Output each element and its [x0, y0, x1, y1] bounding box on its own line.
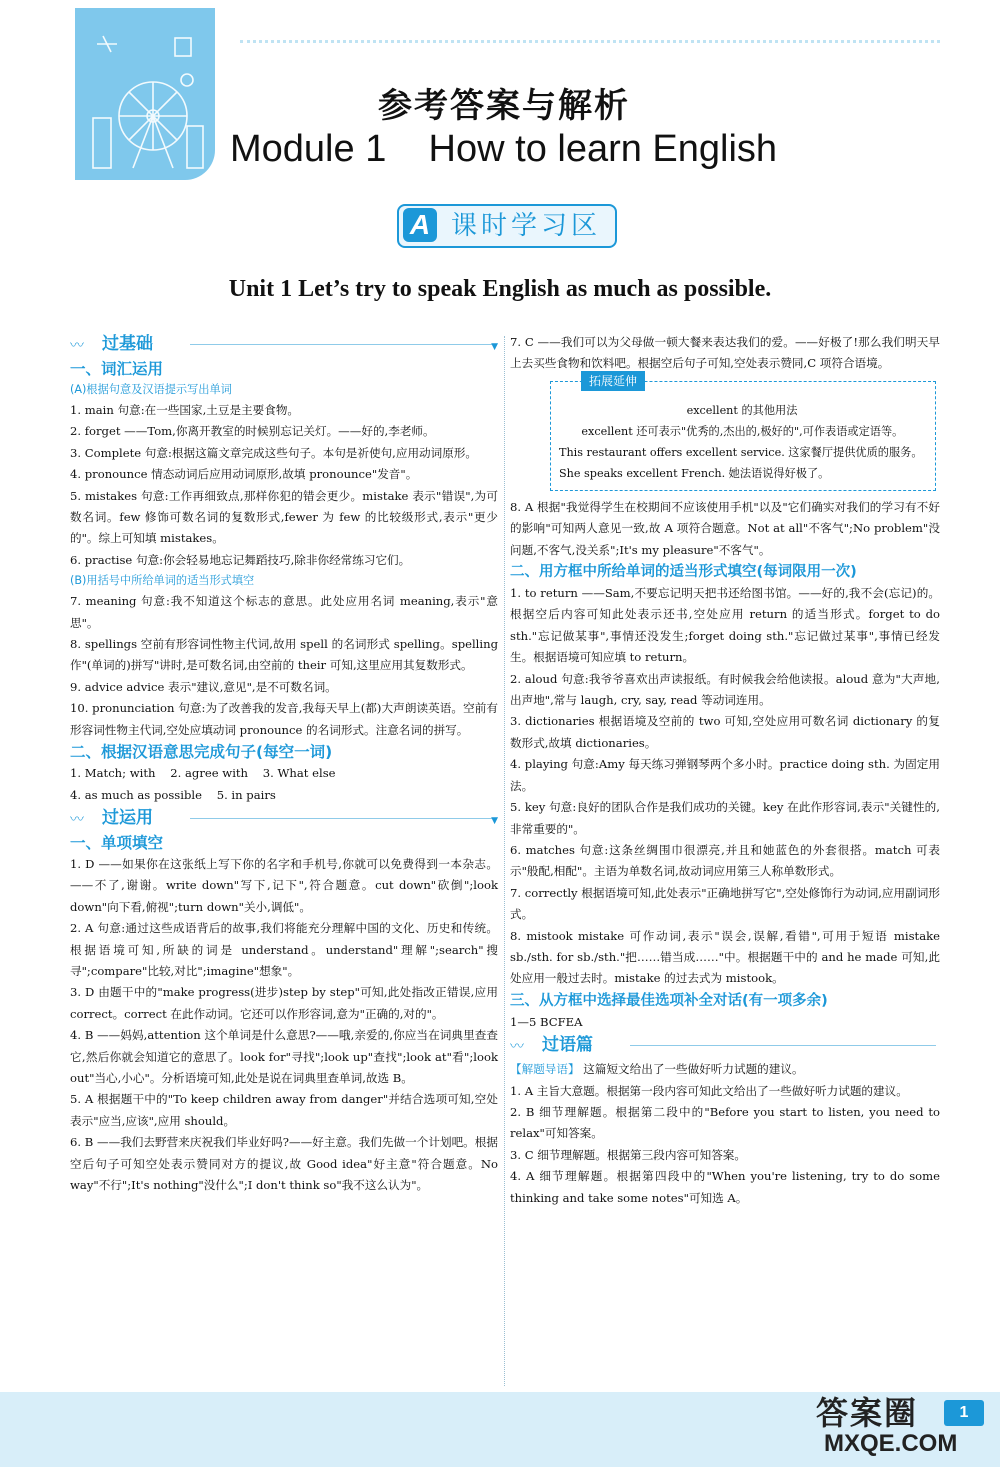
answer-item: 2. aloud 句意:我爷爷喜欢出声读报纸。有时候我会给他读报。aloud 意为"大声地,出声地",常与 laugh, cry, say, read 等动词连用。: [510, 671, 940, 708]
subheading: 二、用方框中所给单词的适当形式填空(每词限用一次): [510, 564, 857, 581]
answer-item: 8. spellings 空前有形容词性物主代词,故用 spell 的名词形式 spelling。spelling 作"(单词的)拼写"讲时,是可数名词,由空前的 their 可知,这里应用其复数形式。: [70, 637, 498, 673]
answer-item: 10. pronunciation 句意:为了改善我的发音,我每天早上(都)大声朗读英语。空前有形容词性物主代词,空处应填动词 pronounce 的名词形式。注意名词的拼写。: [70, 701, 498, 737]
extension-line: This restaurant offers excellent service. 这家餐厅提供优质的服务。: [559, 445, 923, 459]
section-label: 课时学习区: [451, 211, 602, 241]
extension-title: 拓展延伸: [581, 371, 645, 391]
left-column: [70, 332, 498, 1196]
answer-item: 8. A 根据"我觉得学生在校期间不应该使用手机"以及"它们确实对我们的学习有不好的影响"可知两人意见一致,故 A 项符合题意。Not at all"不客气";No problem"没问题,不客气,没关系";It's my pleasure"不客气"。: [510, 499, 940, 557]
wave-icon: 〰: [70, 811, 81, 828]
answer-item: 2. forget ——Tom,你离开教室的时候别忘记关灯。——好的,李老师。: [70, 424, 435, 439]
answer-item: 4. as much as possible 5. in pairs: [70, 787, 276, 802]
answer-item: 2. A 句意:通过这些成语背后的故事,我们将能充分理解中国的文化、历史和传统。根据语境可知,所缺的词是 understand。understand"理解";search"搜寻";compare"比较,对比";imagine"想象"。: [70, 921, 498, 978]
tip-text: 这篇短文给出了一些做好听力试题的建议。: [583, 1062, 804, 1077]
answer-item: 1. Match; with 2. agree with 3. What else: [70, 766, 336, 781]
section-heading-usage: 〰 过运用 ▼: [70, 806, 498, 830]
extension-line: excellent 的其他用法: [686, 403, 798, 417]
answer-item: 6. B ——我们去野营来庆祝我们毕业好吗?——好主意。我们先做一个计划吧。根据空后句子可知空处表示赞同对方的提议,故 Good idea"好主意"符合题意。No way"不行";It's nothing"没什么";I don't think so"我不这么认为"。: [70, 1135, 498, 1192]
section-heading-reading: 〰 过语篇: [510, 1033, 940, 1057]
watermark-site: MXQE.COM: [824, 1430, 958, 1457]
answer-item: 5. A 根据题干中的"To keep children away from danger"并结合选项可知,空处表示"应当,应该",应用 should。: [70, 1092, 498, 1128]
answer-item: 7. C ——我们可以为父母做一顿大餐来表达我们的爱。——好极了!那么我们明天早上去买些食物和饮料吧。根据空后句子可知,空处表示赞同,C 项符合语境。: [510, 335, 940, 371]
answer-item: 4. A 细节理解题。根据第四段中的"When you're listening, try to do some thinking and take some notes"可知选 A。: [510, 1169, 940, 1205]
answer-list-b: [70, 591, 498, 741]
section-badge: [397, 204, 617, 248]
chevron-down-icon: ▼: [491, 815, 498, 826]
answer-item: 1. to return ——Sam,不要忘记明天把书还给图书馆。——好的,我不会(忘记)的。根据空后内容可知此处表示还书,空处应用 return 的适当形式。forget to do sth."忘记做某事",事情还没发生;forget doing sth."忘记做过某事",事情已经发生。根据语境可知应填 to return。: [510, 586, 940, 665]
tip-line: [510, 1059, 940, 1080]
answer-item: 9. advice advice 表示"建议,意见",是不可数名词。: [70, 679, 337, 694]
unit-title: Unit 1 Let’s try to speak English as much as possible.: [228, 276, 772, 302]
right-column: [510, 332, 940, 1209]
answer-list-f: [510, 1081, 940, 1209]
answer-item: 5. mistakes 句意:工作再细致点,那样你犯的错会更少。mistake 表示"错误",为可数名词。few 修饰可数名词的复数形式,fewer 为 few 的比较级形式,表示"更少的"。综上可知填 mistakes。: [70, 488, 498, 546]
subheading: 一、单项填空: [70, 833, 164, 852]
subheading: 三、从方框中选择最佳选项补全对话(有一项多余): [510, 992, 828, 1009]
answer-item: 4. playing 句意:Amy 每天练习弹钢琴两个多小时。practice doing sth. 为固定用法。: [510, 757, 940, 793]
answer-item: 3. C 细节理解题。根据第三段内容可知答案。: [510, 1147, 746, 1162]
wave-icon: 〰: [510, 1039, 521, 1056]
subheading-small: (B)用括号中所给单词的适当形式填空: [70, 574, 255, 588]
answer-item: 2. B 细节理解题。根据第二段中的"Before you start to listen, you need to relax"可知答案。: [510, 1104, 940, 1141]
answer-item: 1—5 BCFEA: [510, 1014, 583, 1029]
answer-item: 4. B ——妈妈,attention 这个单词是什么意思?——哦,亲爱的,你应当在词典里查查它,然后你就会知道它的意思了。look for"寻找";look up"查找";look at"看";look out"当心,小心"。分析语境可知,此处是说在词典里查单词,故选 B。: [70, 1028, 498, 1085]
chevron-down-icon: ▼: [491, 342, 498, 352]
answer-item: 7. meaning 句意:我不知道这个标志的意思。此处应用名词 meaning,表示"意思"。: [70, 594, 498, 630]
answer-item: 1. D ——如果你在这张纸上写下你的名字和手机号,你就可以免费得到一本杂志。——不了,谢谢。write down"写下,记下",符合题意。cut down"砍倒";look down"向下看,俯视";turn down"关小,调低"。: [70, 856, 498, 914]
answer-list-a: [70, 400, 498, 571]
watermark-logo: 答案圈: [816, 1394, 919, 1432]
answer-list-e: [510, 583, 940, 990]
answer-item: 6. matches 句意:这条丝绸围巾很漂亮,并且和她蓝色的外套很搭。match 可表示"般配,相配"。主语为单数名词,故动词应用第三人称单数形式。: [510, 842, 940, 879]
column-divider: [504, 336, 505, 1386]
answer-item: 5. key 句意:良好的团队合作是我们成功的关键。key 在此作形容词,表示"关键性的,非常重要的"。: [510, 800, 940, 836]
section-heading-basics: 〰 过基础 ▼: [70, 332, 498, 356]
wave-icon: 〰: [70, 338, 81, 354]
answer-list-c: [70, 763, 498, 806]
page-number: 1: [944, 1400, 984, 1426]
module-title: Module 1 How to learn English: [230, 128, 778, 170]
answer-item: 4. pronounce 情态动词后应用动词原形,故填 pronounce"发音"。: [70, 467, 418, 482]
tip-label: 【解题导语】: [510, 1062, 580, 1077]
answer-item: 3. D 由题干中的"make progress(进步)step by step"可知,此处指改正错误,应用 correct。correct 在此作动词。它还可以作形容词,意为"正确的,对的"。: [70, 985, 498, 1021]
answer-list-d: [70, 854, 498, 1197]
subheading: 二、根据汉语意思完成句子(每空一词): [70, 743, 333, 762]
header-dotted-line: [240, 40, 940, 43]
subheading: 一、词汇运用: [70, 360, 164, 378]
answer-item: 3. Complete 句意:根据这篇文章完成这些句子。本句是祈使句,应用动词原形。: [70, 445, 478, 460]
section-letter: A: [403, 208, 437, 242]
extension-box: [550, 373, 936, 491]
answer-item: 7. correctly 根据语境可知,此处表示"正确地拼写它",空处修饰行为动词,应用副词形式。: [510, 885, 940, 922]
answer-item: 1. A 主旨大意题。根据第一段内容可知此文给出了一些做好听力试题的建议。: [510, 1083, 908, 1098]
answer-item: 3. dictionaries 根据语境及空前的 two 可知,空处应用可数名词 dictionary 的复数形式,故填 dictionaries。: [510, 714, 940, 750]
extension-line: excellent 还可表示"优秀的,杰出的,极好的",可作表语或定语等。: [581, 424, 904, 438]
answer-item: 8. mistook mistake 可作动词,表示"误会,误解,看错",可用于短语 mistake sb./sth. for sb./sth."把……错当成……"中。根据题干中的 and he made 可知,此处应用一般过去时。mistake 的过去式为 mistook。: [510, 928, 940, 986]
answer-item: 6. practise 句意:你会轻易地忘记舞蹈技巧,除非你经常练习它们。: [70, 552, 411, 567]
page-title: 参考答案与解析: [378, 86, 630, 126]
extension-line: She speaks excellent French. 她法语说得好极了。: [559, 466, 830, 480]
subheading-small: (A)根据句意及汉语提示写出单词: [70, 383, 232, 396]
answer-item: 1. main 句意:在一些国家,土豆是主要食物。: [70, 403, 300, 417]
